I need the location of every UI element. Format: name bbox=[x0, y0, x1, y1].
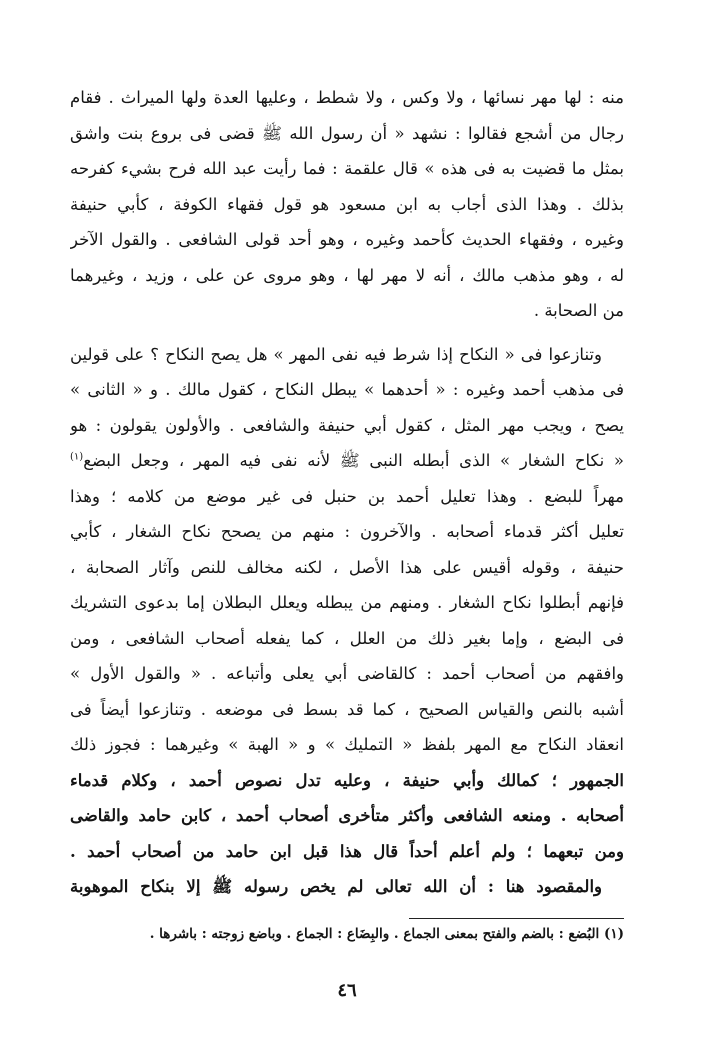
text-line: والمقصود هنا : أن الله تعالى لم يخص رسوله ﷺ إلا بنكاح الموهوبة bbox=[70, 877, 602, 896]
text-line: منه : لها مهر نسائها ، ولا وكس ، ولا شطط ، وعليها العدة ولها الميراث . فقام bbox=[70, 88, 624, 107]
text-line-with-footnote bbox=[70, 443, 624, 479]
text-line: له ، وهو مذهب مالك ، أنه لا مهر لها ، وهو مروى عن على ، وزيد ، وغيرهما bbox=[70, 265, 624, 285]
book-page bbox=[70, 0, 624, 1050]
text-line: يصح ، ويجب مهر المثل ، كقول أبي حنيفة والشافعى . والأولون يقولون : هو bbox=[70, 415, 624, 435]
text-line: فإنهم أبطلوا نكاح الشغار . ومنهم من يبطله ويعلل البطلان إما بدعوى التشريك bbox=[70, 593, 624, 612]
text-line-content: « نكاح الشغار » الذى أبطله النبى ﷺ لأنه نفى فيه المهر ، وجعل البضع bbox=[83, 451, 624, 470]
footnote-divider bbox=[409, 918, 624, 919]
text-line: وافقهم من أصحاب أحمد : كالقاضى أبي يعلى وأتباعه . « والقول الأول » bbox=[70, 664, 624, 683]
text-line: بمثل ما قضيت به فى هذه » قال علقمة : فما رأيت عبد الله فرح بشيء كفرحه bbox=[70, 159, 624, 178]
page-number: ٤٦ bbox=[337, 980, 357, 1001]
footnote-marker: (١) bbox=[70, 451, 84, 463]
text-line: تعليل أكثر قدماء أصحابه . والآخرون : منهم من يصحح نكاح الشغار ، كأبي bbox=[70, 522, 624, 541]
text-line: فى مذهب أحمد وغيره : « أحدهما » يبطل النكاح ، كقول مالك . و « الثانى » bbox=[70, 380, 624, 399]
text-line: حنيفة ، وقوله أقيس على هذا الأصل ، لكنه مخالف للنص وآثار الصحابة ، bbox=[70, 557, 624, 577]
text-line: أشبه بالنص والقياس الصحيح ، كما قد بسط فى موضعه . وتنازعوا أيضاً فى bbox=[70, 699, 624, 719]
text-line: بذلك . وهذا الذى أجاب به ابن مسعود هو قول فقهاء الكوفة ، كأبي حنيفة bbox=[70, 194, 624, 214]
text-line: من الصحابة . bbox=[533, 301, 624, 320]
text-line: رجال من أشجع فقالوا : نشهد « أن رسول الله ﷺ قضى فى بروع بنت واشق bbox=[70, 123, 624, 143]
main-text bbox=[70, 80, 624, 905]
footnote: (١) البُضع : بالضم والفتح بمعنى الجماع . والبِضَاع : الجماع . وباضع زوجته : باشرها . bbox=[149, 926, 624, 942]
text-line: فى البضع ، وإما بغير ذلك من العلل ، كما يفعله أصحاب الشافعى ، ومن bbox=[70, 628, 624, 648]
text-line: ومن تبعهما ؛ ولم أعلم أحداً قال هذا قبل ابن حامد من أصحاب أحمد . bbox=[70, 841, 624, 861]
text-line: انعقاد النكاح مع المهر بلفظ « التمليك » و « الهبة » وغيرهما : فجوز ذلك bbox=[70, 735, 624, 754]
text-line: أصحابه . ومنعه الشافعى وأكثر متأخرى أصحاب أحمد ، كابن حامد والقاضى bbox=[70, 806, 624, 825]
text-line: وغيره ، وفقهاء الحديث كأحمد وغيره ، وهو أحد قولى الشافعى . والقول الآخر bbox=[70, 230, 624, 249]
text-line: مهراً للبضع . وهذا تعليل أحمد بن حنبل فى غير موضع من كلامه ؛ وهذا bbox=[70, 486, 624, 506]
text-line: الجمهور ؛ كمالك وأبي حنيفة ، وعليه تدل نصوص أحمد ، وكلام قدماء bbox=[70, 770, 624, 790]
text-line: وتنازعوا فى « النكاح إذا شرط فيه نفى المهر » هل يصح النكاح ؟ على قولين bbox=[70, 344, 602, 364]
